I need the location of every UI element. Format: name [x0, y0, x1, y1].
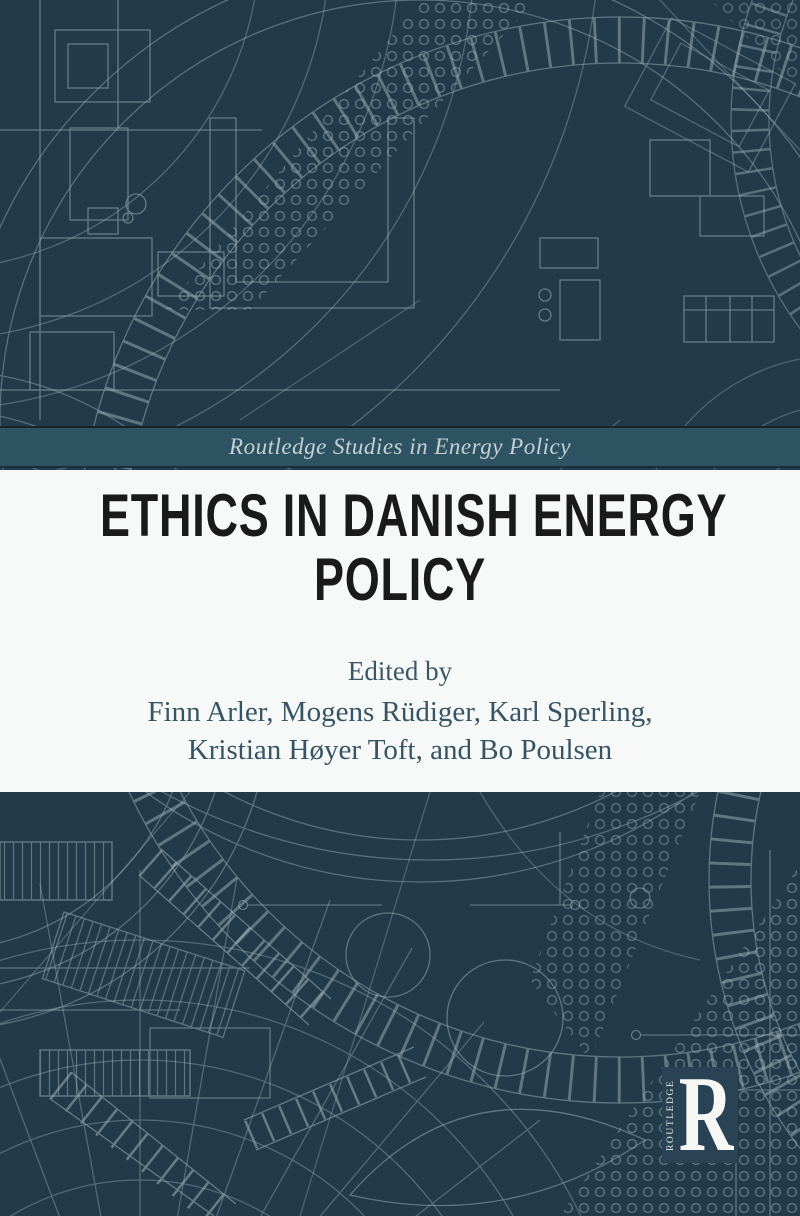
edited-by-label: Edited by: [347, 656, 453, 686]
routledge-logo-vertical-text: ROUTLEDGE: [666, 1079, 676, 1151]
title-band: [0, 470, 800, 792]
series-band: [0, 426, 800, 468]
book-title: [0, 484, 800, 612]
editors-names-line-2: Kristian Høyer Toft, and Bo Poulsen: [187, 734, 613, 766]
routledge-logo: [662, 1055, 738, 1174]
routledge-logo-r-letter: R: [678, 1055, 734, 1174]
book-title-line-2: POLICY: [313, 546, 487, 613]
book-title-line-1: ETHICS IN DANISH ENERGY: [100, 482, 728, 549]
editors-names-line-1: Finn Arler, Mogens Rüdiger, Karl Sperling,: [147, 696, 653, 728]
series-title: Routledge Studies in Energy Policy: [229, 434, 571, 459]
